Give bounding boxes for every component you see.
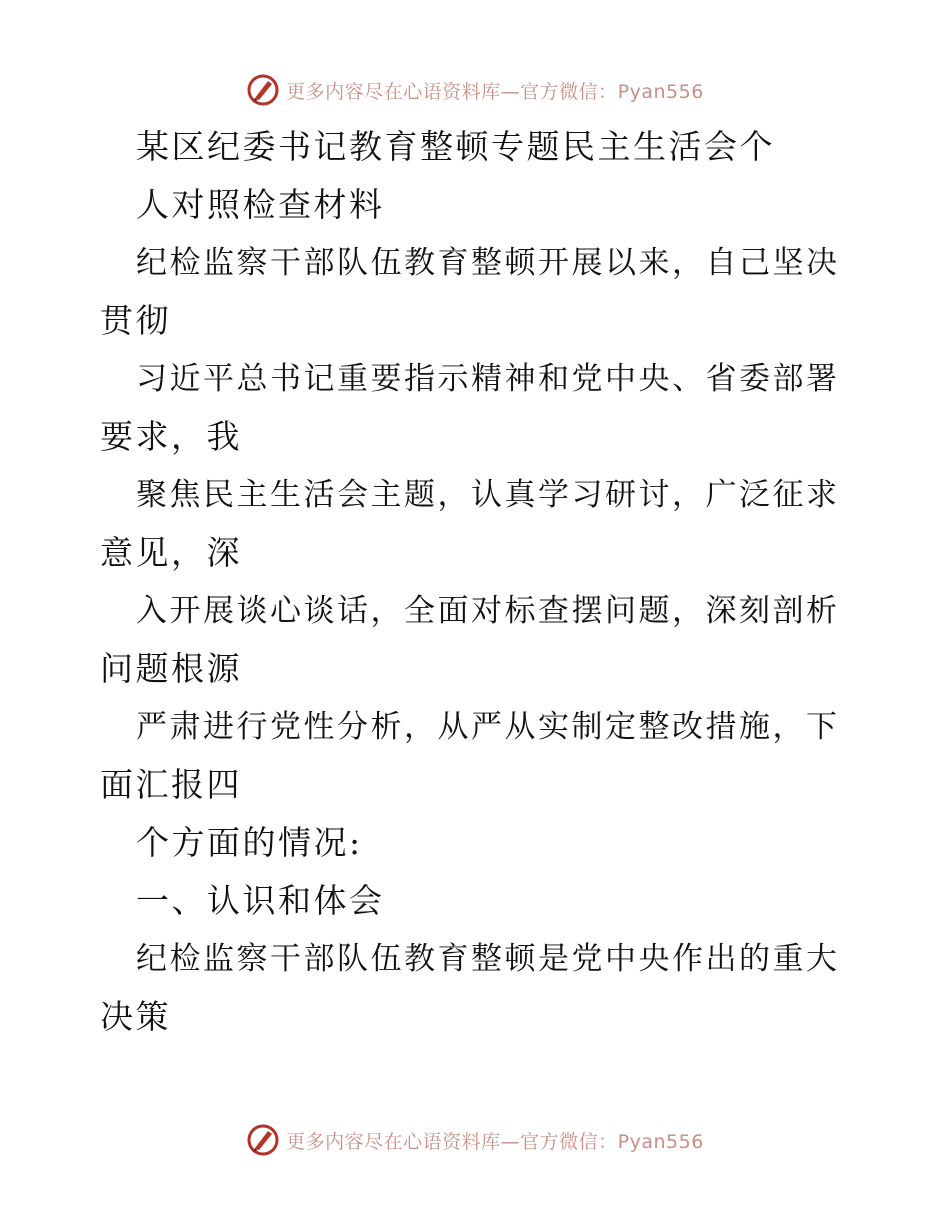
paragraph-line: 某区纪委书记教育整顿专题民主生活会个 — [136, 127, 775, 166]
section-heading: 一、认识和体会 — [136, 881, 385, 920]
paragraph-line: 入开展谈心谈话，全面对标查摆问题，深刻剖析 — [136, 593, 840, 629]
paragraph-line: 个方面的情况: — [136, 823, 363, 862]
paragraph-line: 贯彻 — [100, 301, 171, 340]
paragraph-line: 意见，深 — [100, 533, 242, 572]
paragraph-line: 习近平总书记重要指示精神和党中央、省委部署 — [136, 361, 840, 397]
watermark-text: 更多内容尽在心语资料库—官方微信：Pyan556 — [286, 1130, 704, 1153]
paragraph-line: 聚焦民主生活会主题，认真学习研讨，广泛征求 — [136, 477, 840, 513]
quill-pen-logo-icon — [246, 1123, 280, 1157]
paragraph-line: 问题根源 — [100, 649, 242, 688]
paragraph-line: 严肃进行党性分析，从严从实制定整改措施，下 — [136, 709, 840, 745]
watermark-footer — [0, 1120, 950, 1160]
document-body — [100, 118, 850, 1046]
paragraph-line: 人对照检查材料 — [136, 185, 385, 224]
quill-pen-logo-icon — [246, 73, 280, 107]
paragraph-line: 决策 — [100, 997, 171, 1036]
paragraph-line: 面汇报四 — [100, 765, 242, 804]
paragraph-line: 纪检监察干部队伍教育整顿开展以来，自己坚决 — [136, 245, 840, 281]
paragraph-line: 要求，我 — [100, 417, 242, 456]
watermark-header — [0, 70, 950, 110]
paragraph-line: 纪检监察干部队伍教育整顿是党中央作出的重大 — [136, 941, 840, 977]
watermark-text: 更多内容尽在心语资料库—官方微信：Pyan556 — [286, 80, 704, 103]
